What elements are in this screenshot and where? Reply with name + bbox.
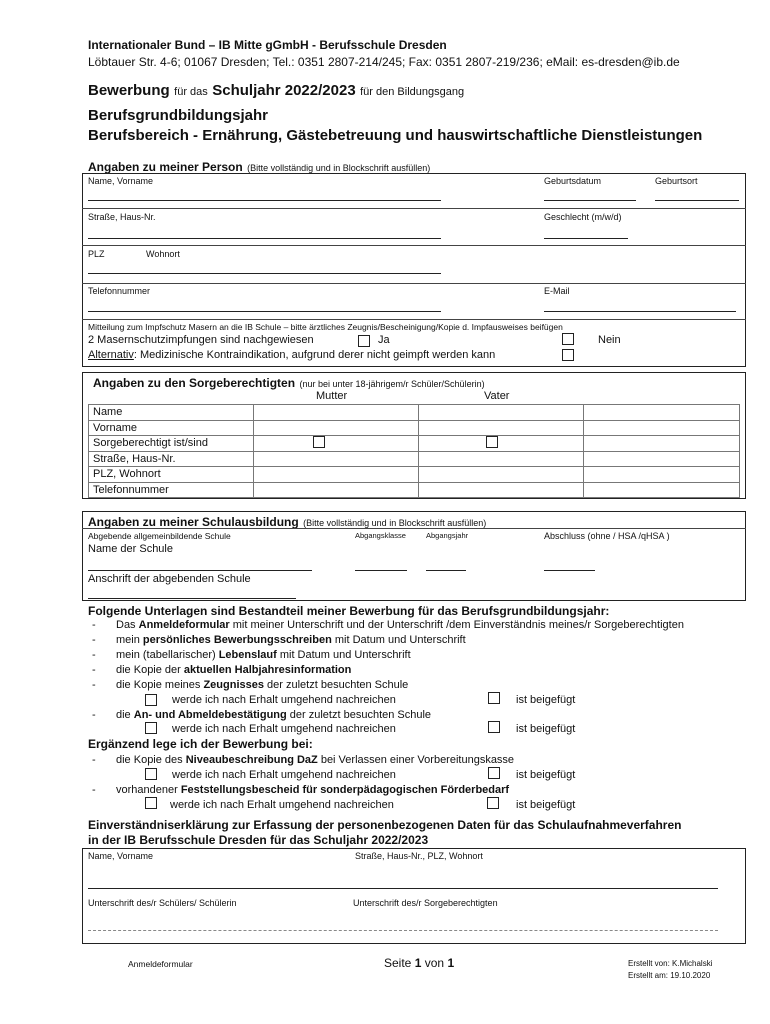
telefon-field[interactable] — [88, 311, 441, 312]
geschlecht-field[interactable] — [544, 238, 628, 239]
doc-item: die An- und Abmeldebestätigung der zuletzt besuchten Schule — [116, 709, 432, 721]
zeugnis-beigefuegt-checkbox[interactable] — [488, 692, 500, 704]
daz-nachreichen-checkbox[interactable] — [145, 768, 157, 780]
geschlecht-label: Geschlecht (m/w/d) — [544, 212, 622, 222]
sig-sorge-label: Unterschrift des/r Sorgeberechtigten — [353, 898, 498, 908]
abgebende-label: Abgebende allgemeinbildende Schule — [88, 531, 231, 541]
impf-nein-label: Nein — [598, 334, 621, 346]
nachreichen-label: werde ich nach Erhalt umgehend nachreichen — [170, 799, 394, 811]
vater-header: Vater — [484, 390, 510, 402]
schuljahr-label: Schuljahr 2022/2023 — [212, 82, 356, 99]
signature-field[interactable] — [88, 930, 718, 931]
name-field[interactable] — [88, 200, 441, 201]
consent-name-field[interactable] — [88, 888, 718, 889]
geburtsdatum-label: Geburtsdatum — [544, 176, 602, 186]
consent-anschrift-label: Straße, Haus-Nr., PLZ, Wohnort — [355, 851, 483, 861]
fuer-den-label: für den Bildungsgang — [360, 86, 465, 98]
bildungsgang-title: Berufsgrundbildungsjahr — [88, 107, 268, 124]
abmeldung-nachreichen-checkbox[interactable] — [145, 722, 157, 734]
page-number: Seite 1 von 1 — [384, 956, 455, 970]
table-row: Telefonnummer — [89, 482, 740, 498]
mutter-sorgeberechtigt-checkbox[interactable] — [313, 436, 325, 448]
email-field[interactable] — [544, 311, 736, 312]
impf-ja-checkbox[interactable] — [358, 335, 370, 347]
anschrift-schule-field[interactable] — [88, 598, 296, 599]
beigefuegt-label: ist beigefügt — [516, 799, 576, 811]
email-label: E-Mail — [544, 286, 570, 296]
consent-heading-1: Einverständniserklärung zur Erfassung der personenbezogenen Daten für das Schulaufnahmeverfahren — [88, 818, 682, 832]
foerder-beigefuegt-checkbox[interactable] — [487, 797, 499, 809]
doc-item: die Kopie des Niveaubeschreibung DaZ bei Verlassen einer Vorbereitungskasse — [116, 754, 515, 766]
daz-beigefuegt-checkbox[interactable] — [488, 767, 500, 779]
org-name: Internationaler Bund – IB Mitte gGmbH - Berufsschule Dresden — [88, 38, 447, 52]
beigefuegt-label: ist beigefügt — [516, 723, 576, 735]
nachreichen-label: werde ich nach Erhalt umgehend nachreichen — [172, 723, 396, 735]
beigefuegt-label: ist beigefügt — [516, 694, 576, 706]
ergaenzend-heading: Ergänzend lege ich der Bewerbung bei: — [88, 737, 313, 751]
fuer-das-label: für das — [174, 86, 208, 98]
abgangsklasse-field[interactable] — [355, 570, 407, 571]
nachreichen-label: werde ich nach Erhalt umgehend nachreichen — [172, 769, 396, 781]
guardians-heading: Angaben zu den Sorgeberechtigten (nur bei unter 18-jährigem/r Schüler/Schülerin) — [93, 376, 485, 390]
name-schule-field[interactable] — [88, 570, 312, 571]
school-heading: Angaben zu meiner Schulausbildung (Bitte vollständig und in Blockschrift ausfüllen) — [88, 515, 487, 529]
table-row: Vorname — [89, 420, 740, 436]
wohnort-label: Wohnort — [146, 249, 180, 259]
table-row: PLZ, Wohnort — [89, 467, 740, 483]
doc-item: vorhandener Feststellungsbescheid für sonderpädagogischen Förderbedarf — [116, 784, 510, 796]
name-label: Name, Vorname — [88, 176, 154, 186]
footer-date: Erstellt am: 19.10.2020 — [628, 971, 711, 980]
doc-item: mein (tabellarischer) Lebenslauf mit Datum und Unterschrift — [116, 649, 411, 661]
table-row: Straße, Haus-Nr. — [89, 451, 740, 467]
guardians-table — [88, 404, 740, 498]
zeugnis-nachreichen-checkbox[interactable] — [145, 694, 157, 706]
abschluss-field[interactable] — [544, 570, 595, 571]
impf-ja-label: Ja — [378, 334, 390, 346]
abmeldung-beigefuegt-checkbox[interactable] — [488, 721, 500, 733]
impf-note: Mitteilung zum Impfschutz Masern an die IB Schule – bitte ärztliches Zeugnis/Bescheinigung/Kopie d. Impfausweises beifügen — [88, 322, 563, 332]
person-heading: Angaben zu meiner Person (Bitte vollständig und in Blockschrift ausfüllen) — [88, 160, 431, 174]
telefon-label: Telefonnummer — [88, 286, 151, 296]
strasse-label: Straße, Haus-Nr. — [88, 212, 156, 222]
consent-heading-2: in der IB Berufsschule Dresden für das Schuljahr 2022/2023 — [88, 833, 429, 847]
doc-item: mein persönliches Bewerbungsschreiben mit Datum und Unterschrift — [116, 634, 466, 646]
docs-heading: Folgende Unterlagen sind Bestandteil meiner Bewerbung für das Berufsgrundbildungsjahr: — [88, 604, 610, 618]
impf-nein-checkbox[interactable] — [562, 333, 574, 345]
geburtsort-label: Geburtsort — [655, 176, 698, 186]
vater-sorgeberechtigt-checkbox[interactable] — [486, 436, 498, 448]
anschrift-schule-label: Anschrift der abgebenden Schule — [88, 573, 251, 585]
abgangsjahr-field[interactable] — [426, 570, 466, 571]
abschluss-label: Abschluss (ohne / HSA /qHSA ) — [544, 531, 670, 541]
bewerbung-label: Bewerbung — [88, 82, 170, 99]
footer-form-name: Anmeldeformular — [128, 959, 193, 969]
nachreichen-label: werde ich nach Erhalt umgehend nachreichen — [172, 694, 396, 706]
geburtsort-field[interactable] — [655, 200, 739, 201]
kontraindikation-checkbox[interactable] — [562, 349, 574, 361]
application-title — [88, 82, 464, 100]
doc-item: die Kopie der aktuellen Halbjahresinformation — [116, 664, 352, 676]
mutter-header: Mutter — [316, 390, 348, 402]
plz-label: PLZ — [88, 249, 105, 259]
doc-item: Das Anmeldeformular mit meiner Unterschrift und der Unterschrift /dem Einverständnis meines/r Sorgeberechtigten — [116, 619, 684, 631]
impf-line-1: 2 Masernschutzimpfungen sind nachgewiesen — [88, 334, 314, 346]
foerder-nachreichen-checkbox[interactable] — [145, 797, 157, 809]
doc-item: die Kopie meines Zeugnisses der zuletzt besuchten Schule — [116, 679, 409, 691]
beigefuegt-label: ist beigefügt — [516, 769, 576, 781]
berufsbereich-title: Berufsbereich - Ernährung, Gästebetreuung und hauswirtschaftliche Dienstleistungen — [88, 127, 703, 144]
table-row: Sorgeberechtigt ist/sind — [89, 436, 740, 452]
footer-author: Erstellt von: K.Michalski — [628, 959, 713, 968]
plz-wohnort-field[interactable] — [88, 273, 441, 274]
consent-name-label: Name, Vorname — [88, 851, 154, 861]
abgangsjahr-label: Abgangsjahr — [426, 531, 469, 540]
abgangsklasse-label: Abgangsklasse — [355, 531, 406, 540]
org-address: Löbtauer Str. 4-6; 01067 Dresden; Tel.: 0351 2807-214/245; Fax: 0351 2807-219/236; eMail: es-dresden@ib.de — [88, 55, 680, 69]
name-schule-label: Name der Schule — [88, 543, 173, 555]
geburtsdatum-field[interactable] — [544, 200, 636, 201]
impf-line-2: Alternativ: Medizinische Kontraindikation, aufgrund derer nicht geimpft werden kann — [88, 349, 496, 361]
sig-schueler-label: Unterschrift des/r Schülers/ Schülerin — [88, 898, 237, 908]
strasse-field[interactable] — [88, 238, 441, 239]
table-row: Name — [89, 405, 740, 421]
